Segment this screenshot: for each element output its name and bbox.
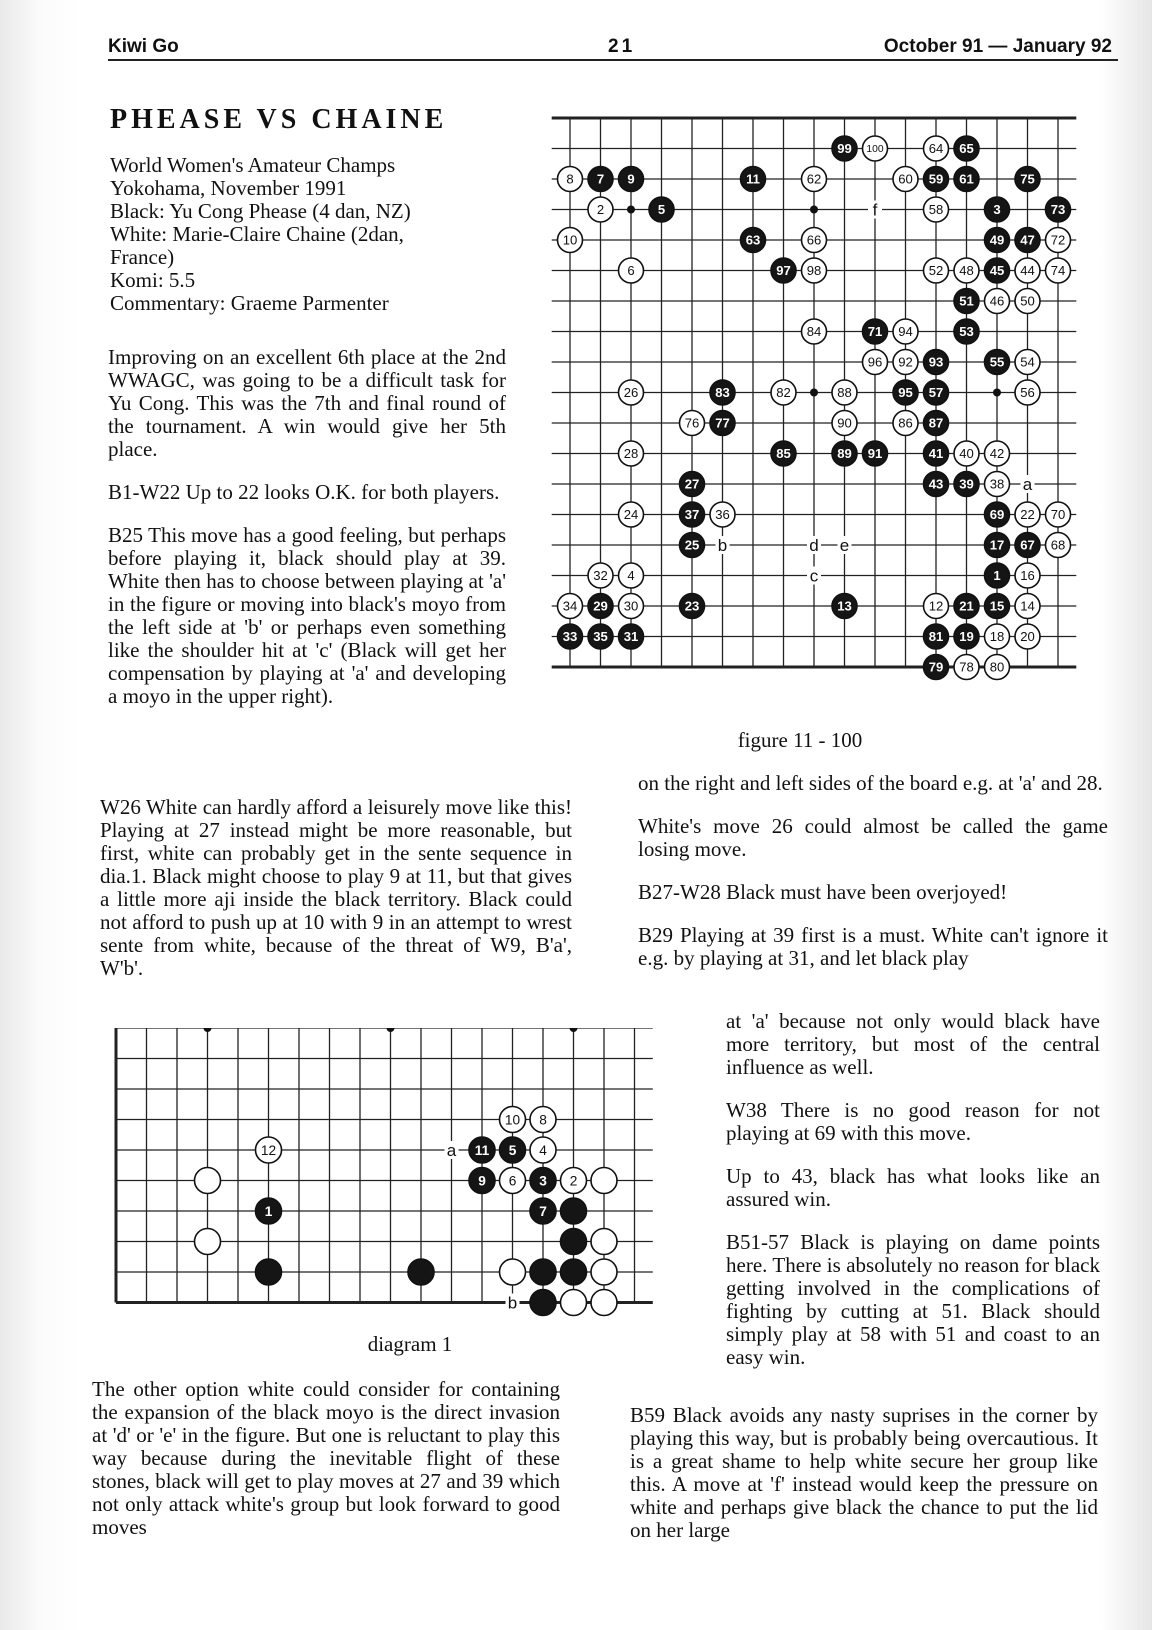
white-stone (591, 1259, 617, 1285)
move-number: 98 (806, 263, 822, 279)
move-number: 9 (627, 171, 635, 187)
move-number: 82 (776, 385, 791, 401)
move-number: 95 (898, 385, 913, 401)
move-number: 6 (508, 1173, 517, 1189)
star-point (810, 206, 818, 214)
position-letter: c (809, 566, 819, 586)
move-number: 61 (959, 171, 974, 187)
move-number: 37 (684, 507, 700, 523)
black-stone (530, 1259, 556, 1285)
move-number: 49 (989, 232, 1005, 248)
move-number: 47 (1020, 232, 1035, 248)
move-number: 15 (989, 598, 1005, 614)
diagram-caption: diagram 1 (367, 1332, 453, 1356)
position-letter: d (809, 536, 819, 555)
move-number: 43 (928, 476, 944, 492)
position-letter: a (1022, 475, 1033, 494)
move-number: 63 (745, 232, 761, 248)
paragraph: Improving on an excellent 6th place at the 2nd WWAGC, was going to be a difficult task for Yu Cong. This was the 7th and final round of the tournament. A win would give her 5th place. (108, 345, 506, 461)
move-number: 19 (959, 629, 974, 645)
game-info (110, 154, 490, 315)
move-number: 28 (623, 446, 639, 462)
move-number: 36 (715, 507, 730, 523)
position-letter: f (872, 200, 878, 220)
paragraph: B51-57 Black is playing on dame points here. There is absolutely no reason for black getting involved in the complications of fighting by cutting at 51. Black should simply play at 58 with 51 and coast to an easy win. (726, 1230, 1100, 1369)
move-number: 50 (1020, 293, 1035, 309)
paragraph: W26 White can hardly afford a leisurely move like this! Playing at 27 instead might be more reasonable, but first, white can probably get in the sente sequence in dia.1. Black might choose to play 9 at 11, but that gives a little more aji inside the black territory. Black could not afford to push up at 10 with 9 in an attempt to wrest sente from white, because of the threat of W9, B'a', W'b'. (100, 795, 572, 980)
game-info-line: Komi: 5.5 (110, 268, 196, 292)
position-letter: b (507, 1293, 518, 1313)
white-stone (591, 1229, 617, 1255)
move-number: 8 (566, 171, 574, 187)
move-number: 86 (898, 415, 913, 431)
paragraph: on the right and left sides of the board e.g. at 'a' and 28. (638, 771, 1103, 795)
white-stone (195, 1229, 221, 1255)
move-number: 24 (623, 507, 639, 523)
move-number: 84 (806, 324, 822, 340)
move-number: 1 (993, 568, 1001, 584)
paragraph: B27-W28 Black must have been overjoyed! (638, 880, 1008, 904)
move-number: 79 (928, 659, 944, 675)
move-number: 10 (562, 232, 578, 248)
position-letter: e (839, 536, 850, 555)
paragraph: W38 There is no good reason for not playing at 69 with this move. (726, 1098, 1100, 1145)
move-number: 39 (959, 476, 974, 492)
move-number: 57 (928, 385, 944, 401)
paragraph: B29 Playing at 39 first is a must. White can't ignore it e.g. by playing at 31, and let black play (638, 923, 1108, 970)
move-number: 56 (1020, 385, 1035, 401)
move-number: 32 (593, 568, 608, 584)
move-number: 68 (1050, 537, 1066, 553)
star-point (993, 389, 1001, 397)
move-number: 44 (1020, 263, 1035, 279)
move-number: 94 (898, 324, 913, 340)
move-number: 53 (959, 324, 974, 340)
move-number: 11 (746, 171, 760, 187)
move-number: 1 (264, 1203, 273, 1219)
move-number: 72 (1050, 232, 1066, 248)
move-number: 58 (928, 202, 944, 218)
black-stone (561, 1229, 587, 1255)
move-number: 21 (959, 598, 974, 614)
star-point (570, 1028, 578, 1032)
move-number: 99 (837, 141, 852, 157)
move-number: 74 (1050, 263, 1066, 279)
game-info-line: World Women's Amateur Champs (110, 153, 396, 177)
star-point (387, 1028, 395, 1032)
white-stone (561, 1290, 587, 1316)
white-stone (591, 1168, 617, 1194)
move-number: 59 (928, 171, 944, 187)
move-number: 7 (596, 171, 605, 187)
position-letter: b (717, 536, 728, 555)
article-title: PHEASE VS CHAINE (110, 104, 448, 135)
move-number: 70 (1050, 507, 1066, 523)
white-stone (195, 1168, 221, 1194)
move-number: 42 (989, 446, 1005, 462)
move-number: 66 (806, 232, 822, 248)
move-number: 12 (928, 598, 944, 614)
position-letter: a (446, 1141, 457, 1160)
move-number: 93 (928, 354, 944, 370)
move-number: 71 (867, 324, 883, 340)
move-number: 34 (562, 598, 578, 614)
move-number: 67 (1020, 537, 1035, 553)
move-number: 62 (806, 171, 822, 187)
move-number: 45 (989, 263, 1005, 279)
black-stone (408, 1259, 434, 1285)
move-number: 51 (959, 293, 974, 309)
black-stone (561, 1198, 587, 1224)
move-number: 40 (959, 446, 974, 462)
paragraph: The other option white could consider for containing the expansion of the black moyo is the direct invasion at 'd' or 'e' in the figure. But one is reluctant to play this way because during the inevitable flight of these stones, black will get to play moves at 27 and 39 which not only attack white's group but look forward to good moves (92, 1377, 560, 1539)
move-number: 90 (837, 415, 852, 431)
move-number: 88 (837, 385, 852, 401)
left-column-text (108, 346, 506, 728)
move-number: 77 (715, 415, 730, 431)
move-number: 2 (569, 1173, 578, 1189)
star-point (204, 1028, 212, 1032)
move-number: 22 (1020, 507, 1035, 523)
move-number: 26 (623, 385, 639, 401)
move-number: 33 (562, 629, 578, 645)
move-number: 35 (593, 629, 608, 645)
figure-caption: figure 11 - 100 (737, 728, 863, 752)
figure-go-board (534, 113, 1080, 689)
move-number: 78 (959, 659, 974, 675)
game-info-line: Commentary: Graeme Parmenter (110, 291, 389, 315)
move-number: 14 (1020, 598, 1035, 614)
move-number: 4 (539, 1142, 547, 1158)
move-number: 92 (898, 354, 913, 370)
black-stone (561, 1259, 587, 1285)
paragraph: at 'a' because not only would black have more territory, but most of the central influence as well. (726, 1009, 1100, 1079)
move-number: 18 (989, 629, 1005, 645)
move-number: 69 (989, 507, 1005, 523)
header-rule (108, 59, 1118, 61)
move-number: 48 (959, 263, 974, 279)
move-number: 55 (989, 354, 1005, 370)
move-number: 65 (959, 141, 974, 157)
move-number: 87 (928, 415, 944, 431)
game-info-line: Yokohama, November 1991 (110, 176, 347, 200)
right-narrow-text (726, 1010, 1100, 1389)
move-number: 91 (867, 446, 883, 462)
move-number: 83 (715, 385, 730, 401)
issue-date: October 91 — January 92 (883, 36, 1112, 57)
move-number: 10 (504, 1112, 521, 1128)
move-number: 4 (627, 568, 635, 584)
move-number: 13 (837, 598, 852, 614)
star-point (810, 389, 818, 397)
move-number: 97 (776, 263, 791, 279)
paragraph: B59 Black avoids any nasty suprises in the corner by playing this way, but is probably being overcautious. It is a great shame to help white secure her group like this. A move at 'f' instead would keep the pressure on white and perhaps give black the chance to put the lid on her large (630, 1403, 1098, 1542)
move-number: 41 (928, 446, 944, 462)
move-number: 2 (596, 202, 605, 218)
move-number: 5 (508, 1142, 517, 1158)
move-number: 85 (776, 446, 791, 462)
black-stone (256, 1259, 282, 1285)
star-point (627, 206, 635, 214)
move-number: 17 (989, 537, 1005, 553)
move-number: 6 (627, 263, 635, 279)
move-number: 81 (928, 629, 944, 645)
page-number: 21 (608, 36, 636, 57)
white-stone (591, 1290, 617, 1316)
move-number: 8 (539, 1112, 547, 1128)
move-number: 11 (474, 1142, 490, 1158)
move-number: 25 (684, 537, 700, 553)
move-number: 23 (684, 598, 700, 614)
bottom-left-text (92, 1378, 560, 1559)
move-number: 73 (1050, 202, 1066, 218)
move-number: 3 (539, 1173, 547, 1189)
move-number: 27 (684, 476, 700, 492)
paragraph: B1-W22 Up to 22 looks O.K. for both players. (108, 480, 500, 504)
w26-commentary (100, 796, 572, 1000)
right-column-text (638, 772, 1108, 970)
move-number: 46 (989, 293, 1005, 309)
bottom-right-text (630, 1404, 1098, 1562)
move-number: 5 (657, 202, 666, 218)
move-number: 80 (989, 659, 1005, 675)
paragraph: Up to 43, black has what looks like an assured win. (726, 1164, 1100, 1211)
move-number: 76 (684, 415, 700, 431)
move-number: 100 (866, 144, 884, 156)
paragraph: White's move 26 could almost be called the game losing move. (638, 814, 1108, 861)
move-number: 89 (837, 446, 852, 462)
move-number: 20 (1020, 629, 1035, 645)
move-number: 52 (928, 263, 944, 279)
move-number: 9 (478, 1173, 486, 1189)
move-number: 31 (623, 629, 639, 645)
move-number: 12 (260, 1142, 277, 1158)
move-number: 7 (539, 1203, 547, 1219)
game-info-line: White: Marie-Claire Chaine (2dan, (110, 222, 404, 246)
move-number: 16 (1020, 568, 1035, 584)
move-number: 75 (1020, 171, 1035, 187)
move-number: 29 (593, 598, 608, 614)
game-info-line: France) (110, 245, 175, 269)
move-number: 38 (989, 476, 1005, 492)
game-info-line: Black: Yu Cong Phease (4 dan, NZ) (110, 199, 411, 223)
move-number: 54 (1020, 354, 1035, 370)
diagram-go-board (114, 1028, 694, 1328)
move-number: 96 (867, 354, 883, 370)
move-number: 60 (898, 171, 913, 187)
black-stone (530, 1290, 556, 1316)
move-number: 3 (993, 202, 1001, 218)
magazine-name: Kiwi Go (108, 36, 179, 57)
move-number: 30 (623, 598, 639, 614)
white-stone (500, 1259, 526, 1285)
running-header (108, 32, 1118, 62)
paragraph: B25 This move has a good feeling, but perhaps before playing it, black should play at 39. White then has to choose between playing at 'a' in the figure or moving into black's moyo from the left side at 'b' or perhaps even something like the shoulder hit at 'c' (Black will get her compensation by playing at 'a' and developing a moyo in the upper right). (108, 523, 506, 708)
move-number: 64 (928, 141, 944, 157)
